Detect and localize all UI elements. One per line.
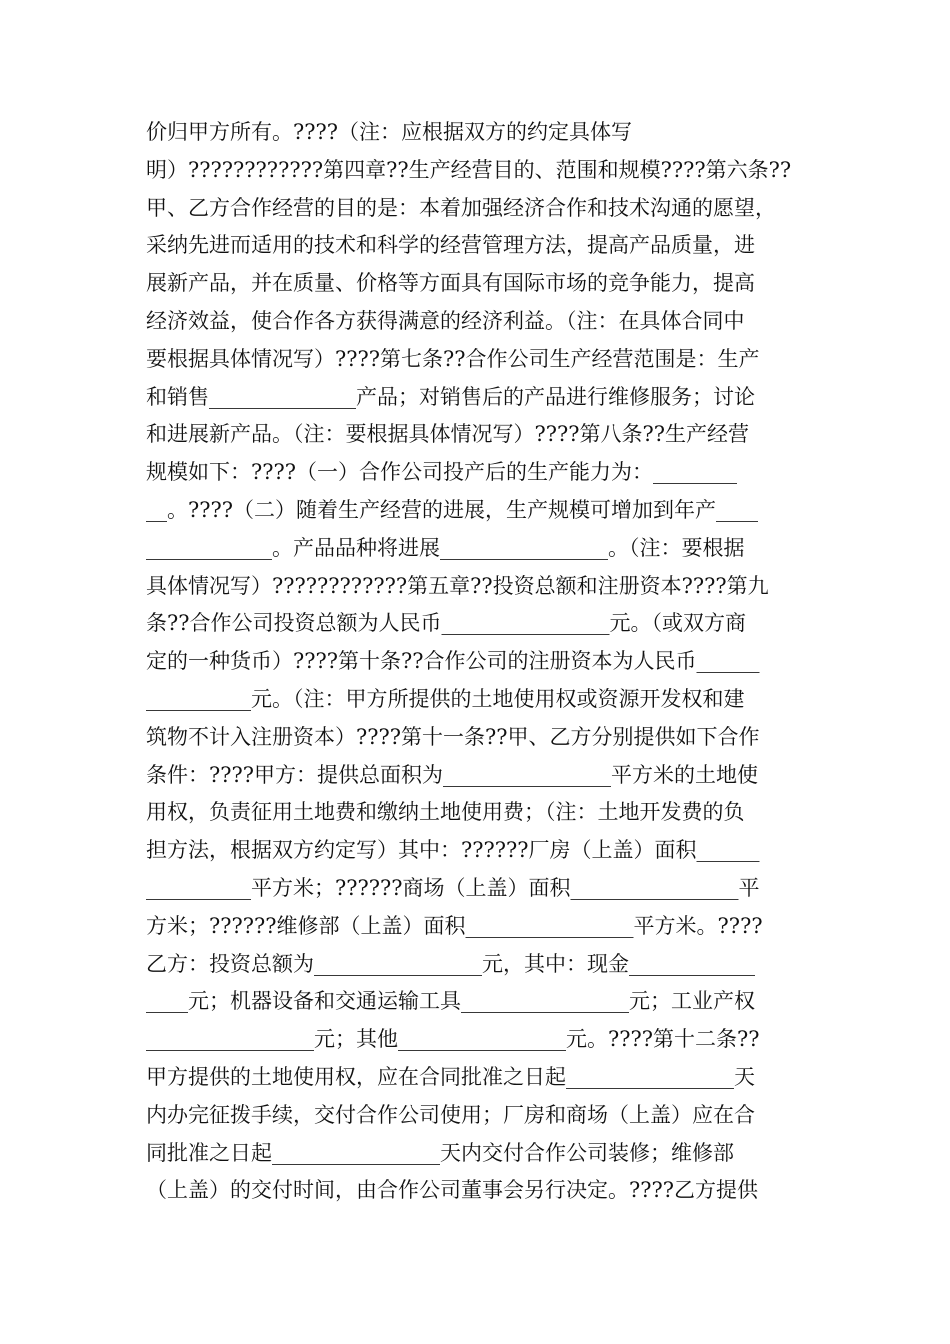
text-line: ____________。产品品种将进展________________。（注：要根据 (146, 535, 745, 560)
text-line: （上盖）的交付时间，由合作公司董事会另行决定。????乙方提供 (146, 1178, 759, 1203)
text-line: 定的一种货币）????第十条??合作公司的注册资本为人民币______ (146, 649, 760, 674)
text-line: __________平方米；??????商场（上盖）面积________________平 (146, 875, 760, 900)
text-line: 担方法，根据双方约定写）其中：??????厂房（上盖）面积______ (146, 838, 760, 863)
text-line: 具体情况写）????????????第五章??投资总额和注册资本????第九 (146, 573, 769, 598)
text-line: 规模如下：????（一）合作公司投产后的生产能力为：________ (146, 460, 738, 485)
text-line: 要根据具体情况写）????第七条??合作公司生产经营范围是：生产 (146, 346, 760, 371)
text-line: 和销售______________产品；对销售后的产品进行维修服务；讨论 (146, 384, 755, 409)
text-line: 方米；??????维修部（上盖）面积________________平方米。???? (146, 913, 763, 938)
text-line: 乙方：投资总额为________________元，其中：现金____________ (146, 951, 755, 976)
text-line: 条件：????甲方：提供总面积为________________平方米的土地使 (146, 762, 759, 787)
contract-text-body (146, 114, 796, 1210)
text-line: 展新产品，并在质量、价格等方面具有国际市场的竞争能力，提高 (146, 271, 755, 296)
text-line: __________元。（注：甲方所提供的土地使用权或资源开发权和建 (146, 686, 745, 711)
text-line: __。????（二）随着生产经营的进展，生产规模可增加到年产____ (146, 497, 759, 522)
text-line: 经济效益，使合作各方获得满意的经济利益。（注：在具体合同中 (146, 308, 745, 333)
text-line: 同批准之日起________________天内交付合作公司装修；维修部 (146, 1140, 734, 1165)
text-line: 和进展新产品。（注：要根据具体情况写）????第八条??生产经营 (146, 422, 750, 447)
text-line: 甲方提供的土地使用权，应在合同批准之日起________________天 (146, 1064, 755, 1089)
text-line: 内办完征拨手续，交付合作公司使用；厂房和商场（上盖）应在合 (146, 1102, 755, 1127)
text-line: 筑物不计入注册资本）????第十一条??甲、乙方分别提供如下合作 (146, 724, 760, 749)
text-line: 采纳先进而适用的技术和科学的经营管理方法，提高产品质量，进 (146, 233, 755, 258)
text-line: ____元；机器设备和交通运输工具________________元；工业产权 (146, 989, 755, 1014)
text-line: 条??合作公司投资总额为人民币________________元。（或双方商 (146, 611, 747, 636)
text-line: 明）????????????第四章??生产经营目的、范围和规模????第六条?? (146, 157, 792, 182)
text-line: 价归甲方所有。????（注：应根据双方的约定具体写 (146, 120, 633, 144)
text-line: 甲、乙方合作经营的目的是：本着加强经济合作和技术沟通的愿望， (146, 195, 776, 220)
text-line: 用权，负责征用土地费和缴纳土地使用费；（注：土地开发费的负 (146, 800, 745, 825)
text-line: ________________元；其他________________元。????第十二条?? (146, 1027, 760, 1052)
